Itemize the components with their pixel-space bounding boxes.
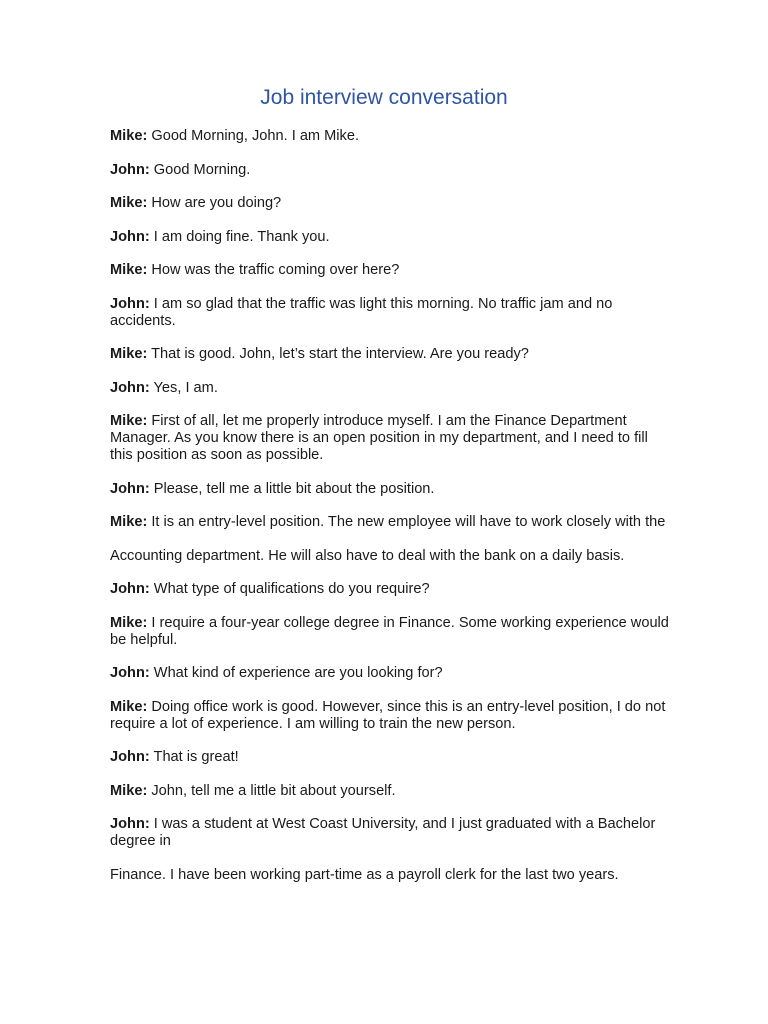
dialogue-text: I am so glad that the traffic was light this morning. No traffic jam and no accidents. — [110, 295, 613, 329]
dialogue-text: What type of qualifications do you require? — [149, 581, 430, 597]
speaker-name: John: — [110, 161, 150, 178]
speaker-name: John: — [110, 480, 150, 497]
dialogue-line — [110, 581, 670, 598]
dialogue-line — [110, 615, 670, 649]
speaker-name: Mike: — [110, 413, 148, 429]
dialogue-text: Yes, I am. — [149, 379, 218, 396]
dialogue-line — [110, 162, 670, 179]
dialogue-line — [110, 296, 670, 330]
speaker-name: John: — [110, 749, 150, 765]
dialogue-text: How was the traffic coming over here? — [147, 262, 400, 278]
speaker-name: Mike: — [110, 195, 148, 211]
speaker-name: John: — [110, 228, 150, 245]
dialogue-text: How are you doing? — [147, 195, 282, 211]
speaker-name: Mike: — [110, 128, 148, 144]
dialogue-line — [110, 481, 670, 498]
dialogue-text: It is an entry-level position. The new employee will have to work closely with the — [147, 514, 666, 530]
speaker-name: Mike: — [110, 614, 148, 631]
dialogue-text: Doing office work is good. However, since this is an entry-level position, I do not require a lot of experience. I am willing to train the new person. — [110, 698, 666, 732]
speaker-name: Mike: — [110, 698, 148, 715]
dialogue-text: I require a four-year college degree in Finance. Some working experience would be helpful. — [110, 614, 669, 648]
speaker-name: John: — [110, 665, 150, 681]
dialogue-text: Accounting department. He will also have to deal with the bank on a daily basis. — [110, 547, 625, 564]
dialogue-line — [110, 548, 670, 565]
dialogue-text: I am doing fine. Thank you. — [149, 228, 330, 245]
dialogue-text: John, tell me a little bit about yourself. — [147, 782, 396, 799]
dialogue-line — [110, 262, 670, 279]
dialogue-line — [110, 128, 670, 145]
dialogue-line — [110, 195, 670, 212]
dialogue-line — [110, 749, 670, 766]
dialogue-text: That is good. John, let’s start the interview. Are you ready? — [147, 346, 529, 362]
dialogue-text: What kind of experience are you looking for? — [149, 665, 443, 681]
document-title: Job interview conversation — [260, 86, 508, 109]
speaker-name: Mike: — [110, 514, 148, 530]
dialogue-line — [110, 867, 670, 884]
dialogue-text: I was a student at West Coast University, and I just graduated with a Bachelor degree in — [110, 816, 656, 849]
dialogue-line — [110, 665, 670, 682]
speaker-name: Mike: — [110, 346, 148, 362]
dialogue-text: First of all, let me properly introduce myself. I am the Finance Department Manager. As you know there is an open position in my department, and I need to fill this position as soon as possible. — [110, 413, 648, 463]
speaker-name: John: — [110, 581, 150, 597]
dialogue-text: Good Morning. — [149, 161, 251, 178]
speaker-name: John: — [110, 379, 150, 396]
dialogue-line — [110, 229, 670, 246]
dialogue-line — [110, 783, 670, 800]
dialogue-text: Good Morning, John. I am Mike. — [147, 128, 360, 144]
speaker-name: John: — [110, 295, 150, 312]
dialogue-line — [110, 380, 670, 397]
dialogue-text: Please, tell me a little bit about the position. — [149, 480, 435, 497]
dialogue-line — [110, 699, 670, 733]
dialogue-line — [110, 413, 670, 464]
dialogue-text: That is great! — [149, 749, 239, 765]
dialogue-text: Finance. I have been working part-time as a payroll clerk for the last two years. — [110, 866, 619, 883]
speaker-name: John: — [110, 816, 150, 832]
conversation — [110, 128, 670, 900]
dialogue-line — [110, 346, 670, 363]
dialogue-line — [110, 816, 670, 850]
dialogue-line — [110, 514, 670, 531]
speaker-name: Mike: — [110, 782, 148, 799]
speaker-name: Mike: — [110, 262, 148, 278]
